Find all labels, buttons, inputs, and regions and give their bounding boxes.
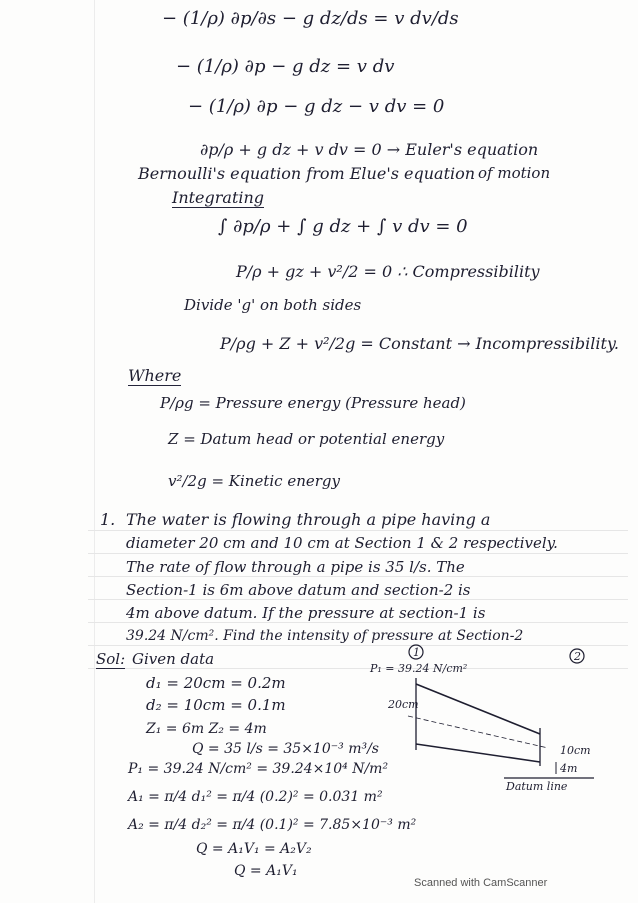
datum-head: Z = Datum head or potential energy: [168, 430, 445, 448]
problem-line: The water is flowing through a pipe having a: [126, 510, 491, 529]
d2-label: 10cm: [560, 744, 591, 757]
pressure-energy: P/ρg = Pressure energy (Pressure head): [160, 394, 466, 412]
given-d1: d₁ = 20cm = 0.2m: [146, 674, 286, 692]
problem-line: Section-1 is 6m above datum and section-2 is: [126, 581, 471, 599]
d1-label: 20cm: [388, 698, 419, 711]
notebook-rule: [88, 530, 628, 531]
area-a2: A₂ = π/4 d₂² = π/4 (0.1)² = 7.85×10⁻³ m²: [128, 817, 417, 833]
pipe-lower-wall: [416, 744, 540, 762]
given-q: Q = 35 l/s = 35×10⁻³ m³/s: [192, 741, 379, 757]
pipe-centerline: [408, 716, 548, 748]
integrating-label: Integrating: [172, 188, 265, 207]
margin-line: [94, 0, 95, 903]
problem-line: 4m above datum. If the pressure at section-1 is: [126, 604, 486, 622]
p1-label: P₁ = 39.24 N/cm²: [370, 662, 468, 675]
divide-by-g: Divide 'g' on both sides: [184, 296, 362, 314]
problem-number: 1.: [100, 510, 116, 529]
where-label: Where: [128, 366, 182, 385]
pipe-diagram: [308, 642, 598, 792]
z2-label: 4m: [560, 762, 578, 775]
scanner-watermark: Scanned with CamScanner: [414, 877, 548, 889]
notebook-rule: [88, 599, 628, 600]
integral-equation: ∫ ∂p/ρ + ∫ g dz + ∫ v dv = 0: [218, 216, 468, 237]
solution-label: Sol:: [96, 650, 126, 668]
given-d2: d₂ = 10cm = 0.1m: [146, 696, 286, 714]
datum-label: Datum line: [506, 780, 568, 792]
problem-line: 39.24 N/cm². Find the intensity of pressure at Section-2: [126, 628, 524, 644]
given-p1: P₁ = 39.24 N/cm² = 39.24×10⁴ N/m²: [128, 761, 389, 777]
given-z: Z₁ = 6m Z₂ = 4m: [146, 721, 267, 737]
section-1-marker: 1: [413, 646, 420, 659]
kinetic-energy: v²/2g = Kinetic energy: [168, 472, 340, 490]
area-a1: A₁ = π/4 d₁² = π/4 (0.2)² = 0.031 m²: [128, 789, 383, 805]
pipe-upper-wall: [416, 684, 540, 734]
euler-step-3: − (1/ρ) ∂p − g dz − v dv = 0: [188, 96, 445, 117]
euler-step-2: − (1/ρ) ∂p − g dz = v dv: [176, 56, 395, 77]
problem-line: The rate of flow through a pipe is 35 l/s. The: [126, 558, 465, 576]
problem-line: diameter 20 cm and 10 cm at Section 1 & 2 respectively.: [126, 534, 558, 552]
notebook-rule: [88, 576, 628, 577]
discharge-last: Q = A₁V₁: [234, 863, 298, 879]
euler-suffix: of motion: [478, 164, 551, 182]
euler-step-1: − (1/ρ) ∂p/∂s − g dz/ds = v dv/ds: [162, 8, 459, 29]
notebook-rule: [88, 622, 628, 623]
section-2-marker: 2: [574, 650, 581, 663]
bernoulli-heading: Bernoulli's equation from Elue's equation: [138, 164, 476, 183]
notebook-rule: [88, 553, 628, 554]
integrated-equation: P/ρ + gz + v²/2 = 0 ∴ Compressibility: [236, 262, 540, 281]
given-data: Given data: [132, 650, 215, 668]
bernoulli-equation: P/ρg + Z + v²/2g = Constant → Incompressibility.: [220, 334, 619, 353]
discharge-equation: Q = A₁V₁ = A₂V₂: [196, 841, 312, 857]
euler-final: ∂p/ρ + g dz + v dv = 0 → Euler's equation: [200, 140, 539, 159]
